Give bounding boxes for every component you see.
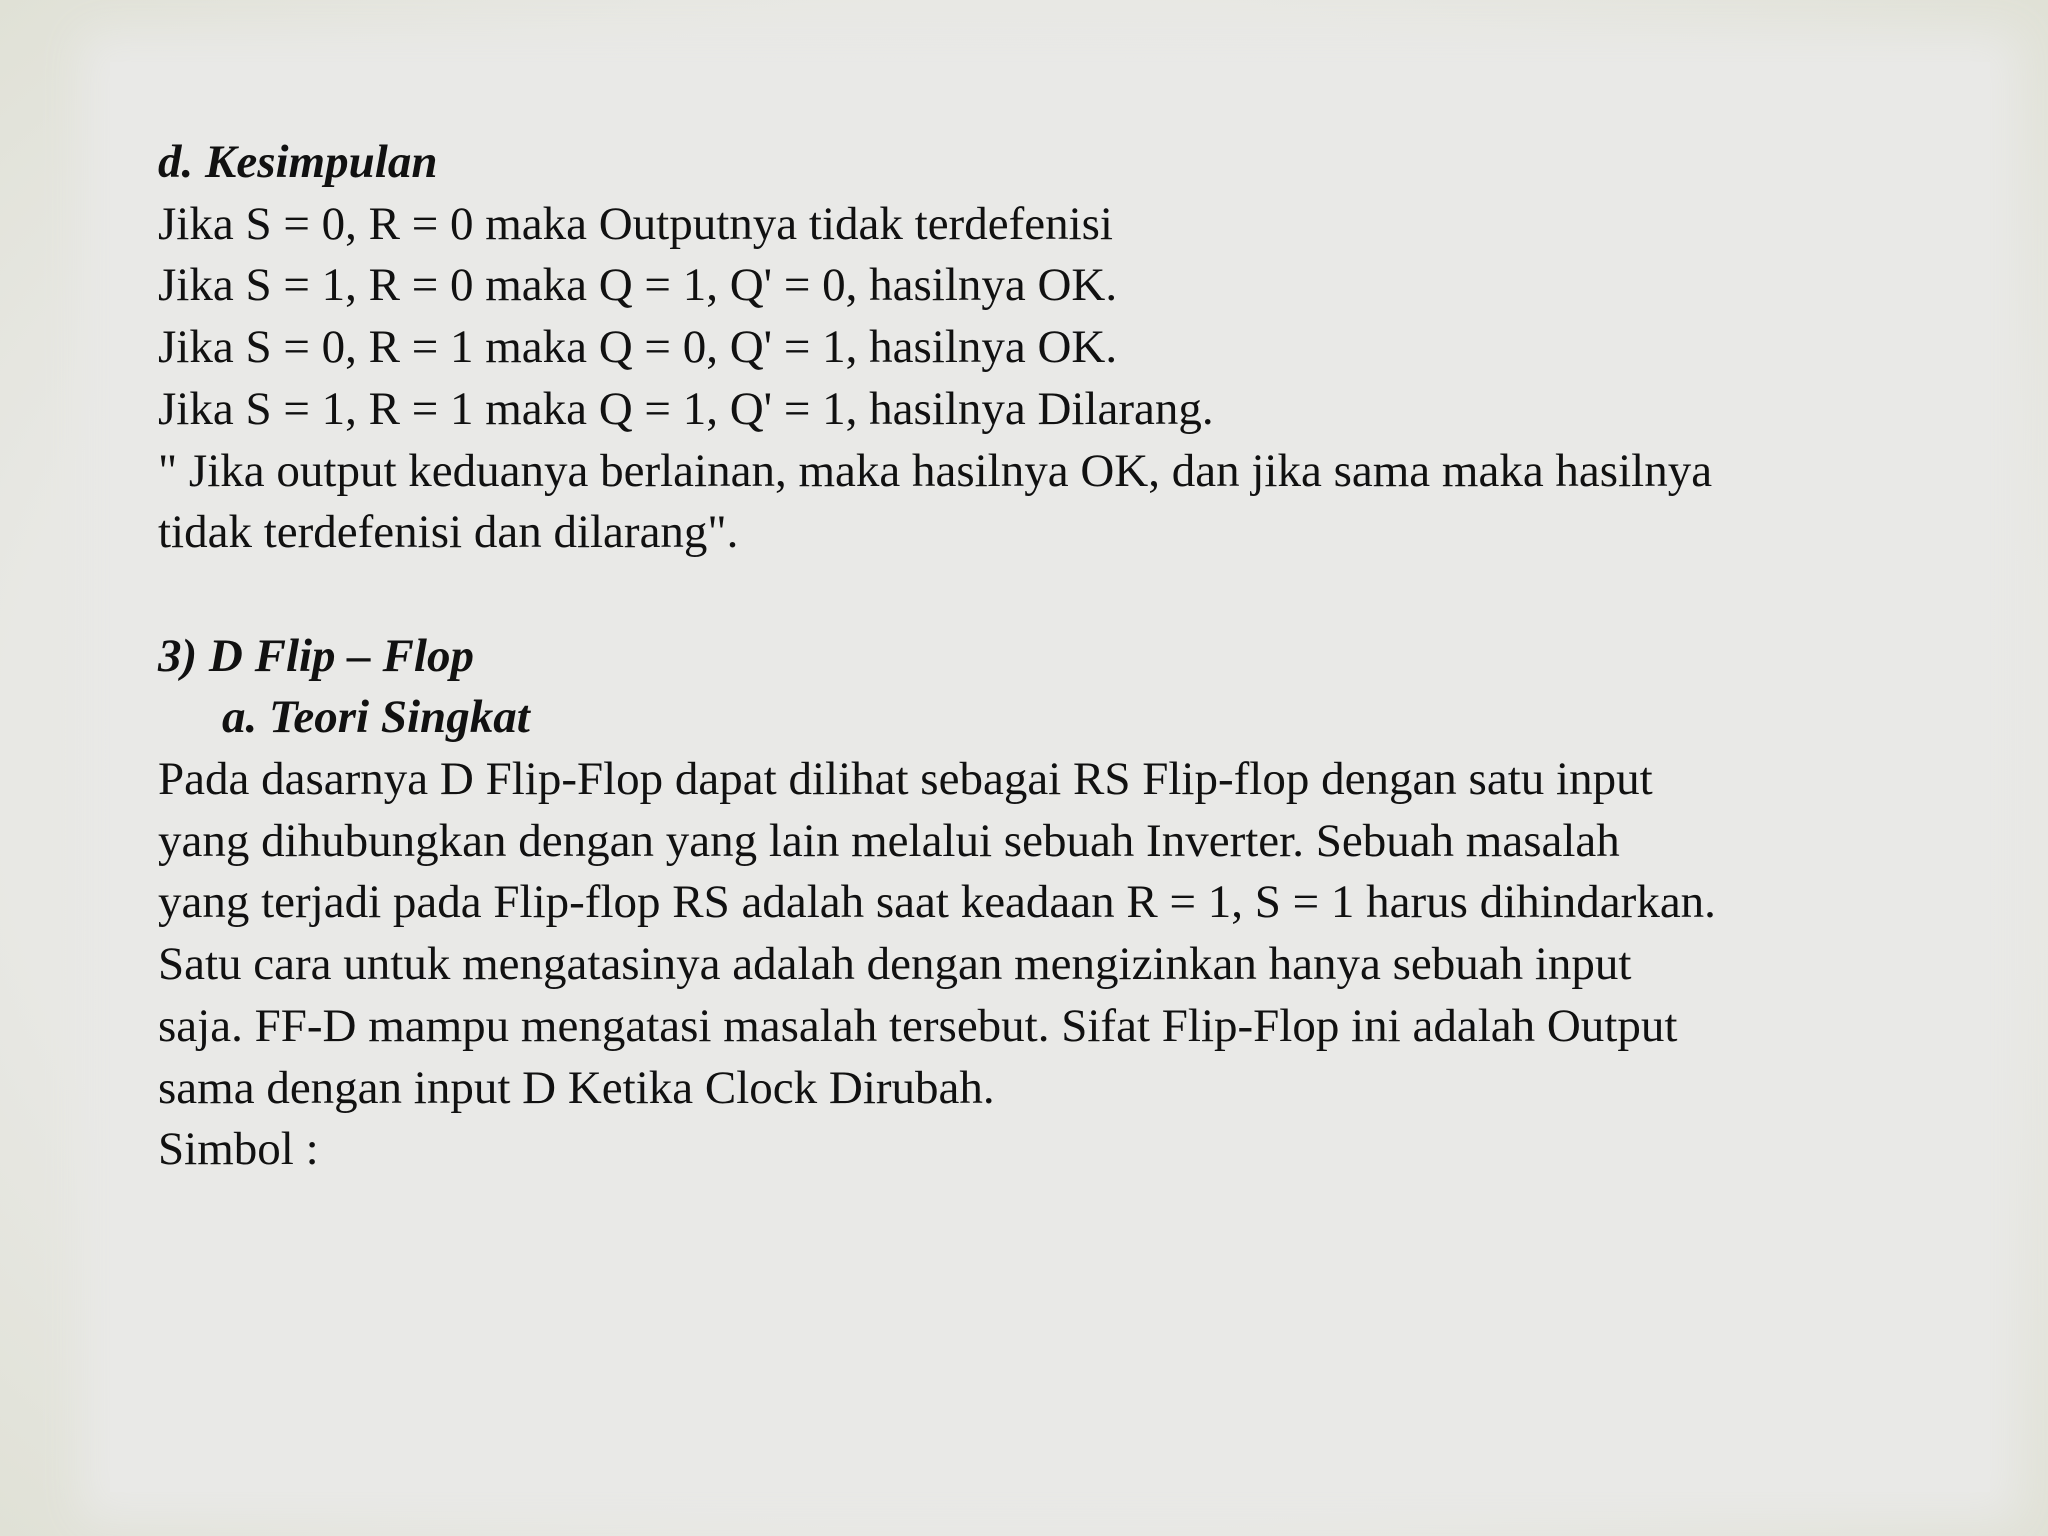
- section-heading: 3) D Flip – Flop: [158, 629, 474, 682]
- conclusion-line-6: tidak terdefenisi dan dilarang".: [158, 506, 739, 559]
- theory-line-6: sama dengan input D Ketika Clock Dirubah.: [158, 1061, 995, 1114]
- theory-line-2: yang dihubungkan dengan yang lain melalui sebuah Inverter. Sebuah masalah: [158, 814, 1620, 867]
- theory-line-4: Satu cara untuk mengatasinya adalah dengan mengizinkan hanya sebuah input: [158, 938, 1632, 991]
- conclusion-line-4: Jika S = 1, R = 1 maka Q = 1, Q' = 1, hasilnya Dilarang.: [158, 382, 1214, 435]
- theory-line-5: saja. FF-D mampu mengatasi masalah tersebut. Sifat Flip-Flop ini adalah Output: [158, 999, 1678, 1052]
- section-subheading: a. Teori Singkat: [222, 691, 530, 744]
- conclusion-line-2: Jika S = 1, R = 0 maka Q = 1, Q' = 0, hasilnya OK.: [158, 259, 1118, 312]
- conclusion-line-3: Jika S = 0, R = 1 maka Q = 0, Q' = 1, hasilnya OK.: [158, 321, 1118, 374]
- theory-line-1: Pada dasarnya D Flip-Flop dapat dilihat sebagai RS Flip-flop dengan satu input: [158, 753, 1653, 806]
- conclusion-line-1: Jika S = 0, R = 0 maka Outputnya tidak terdefenisi: [158, 197, 1113, 250]
- conclusion-line-5: " Jika output keduanya berlainan, maka hasilnya OK, dan jika sama maka hasilnya: [158, 444, 1713, 497]
- theory-line-3: yang terjadi pada Flip-flop RS adalah saat keadaan R = 1, S = 1 harus dihindarkan.: [158, 876, 1716, 929]
- slide-content: [158, 132, 1938, 1181]
- section-spacer: [158, 564, 1938, 626]
- symbol-label: Simbol :: [158, 1123, 319, 1176]
- conclusion-heading: d. Kesimpulan: [158, 136, 438, 188]
